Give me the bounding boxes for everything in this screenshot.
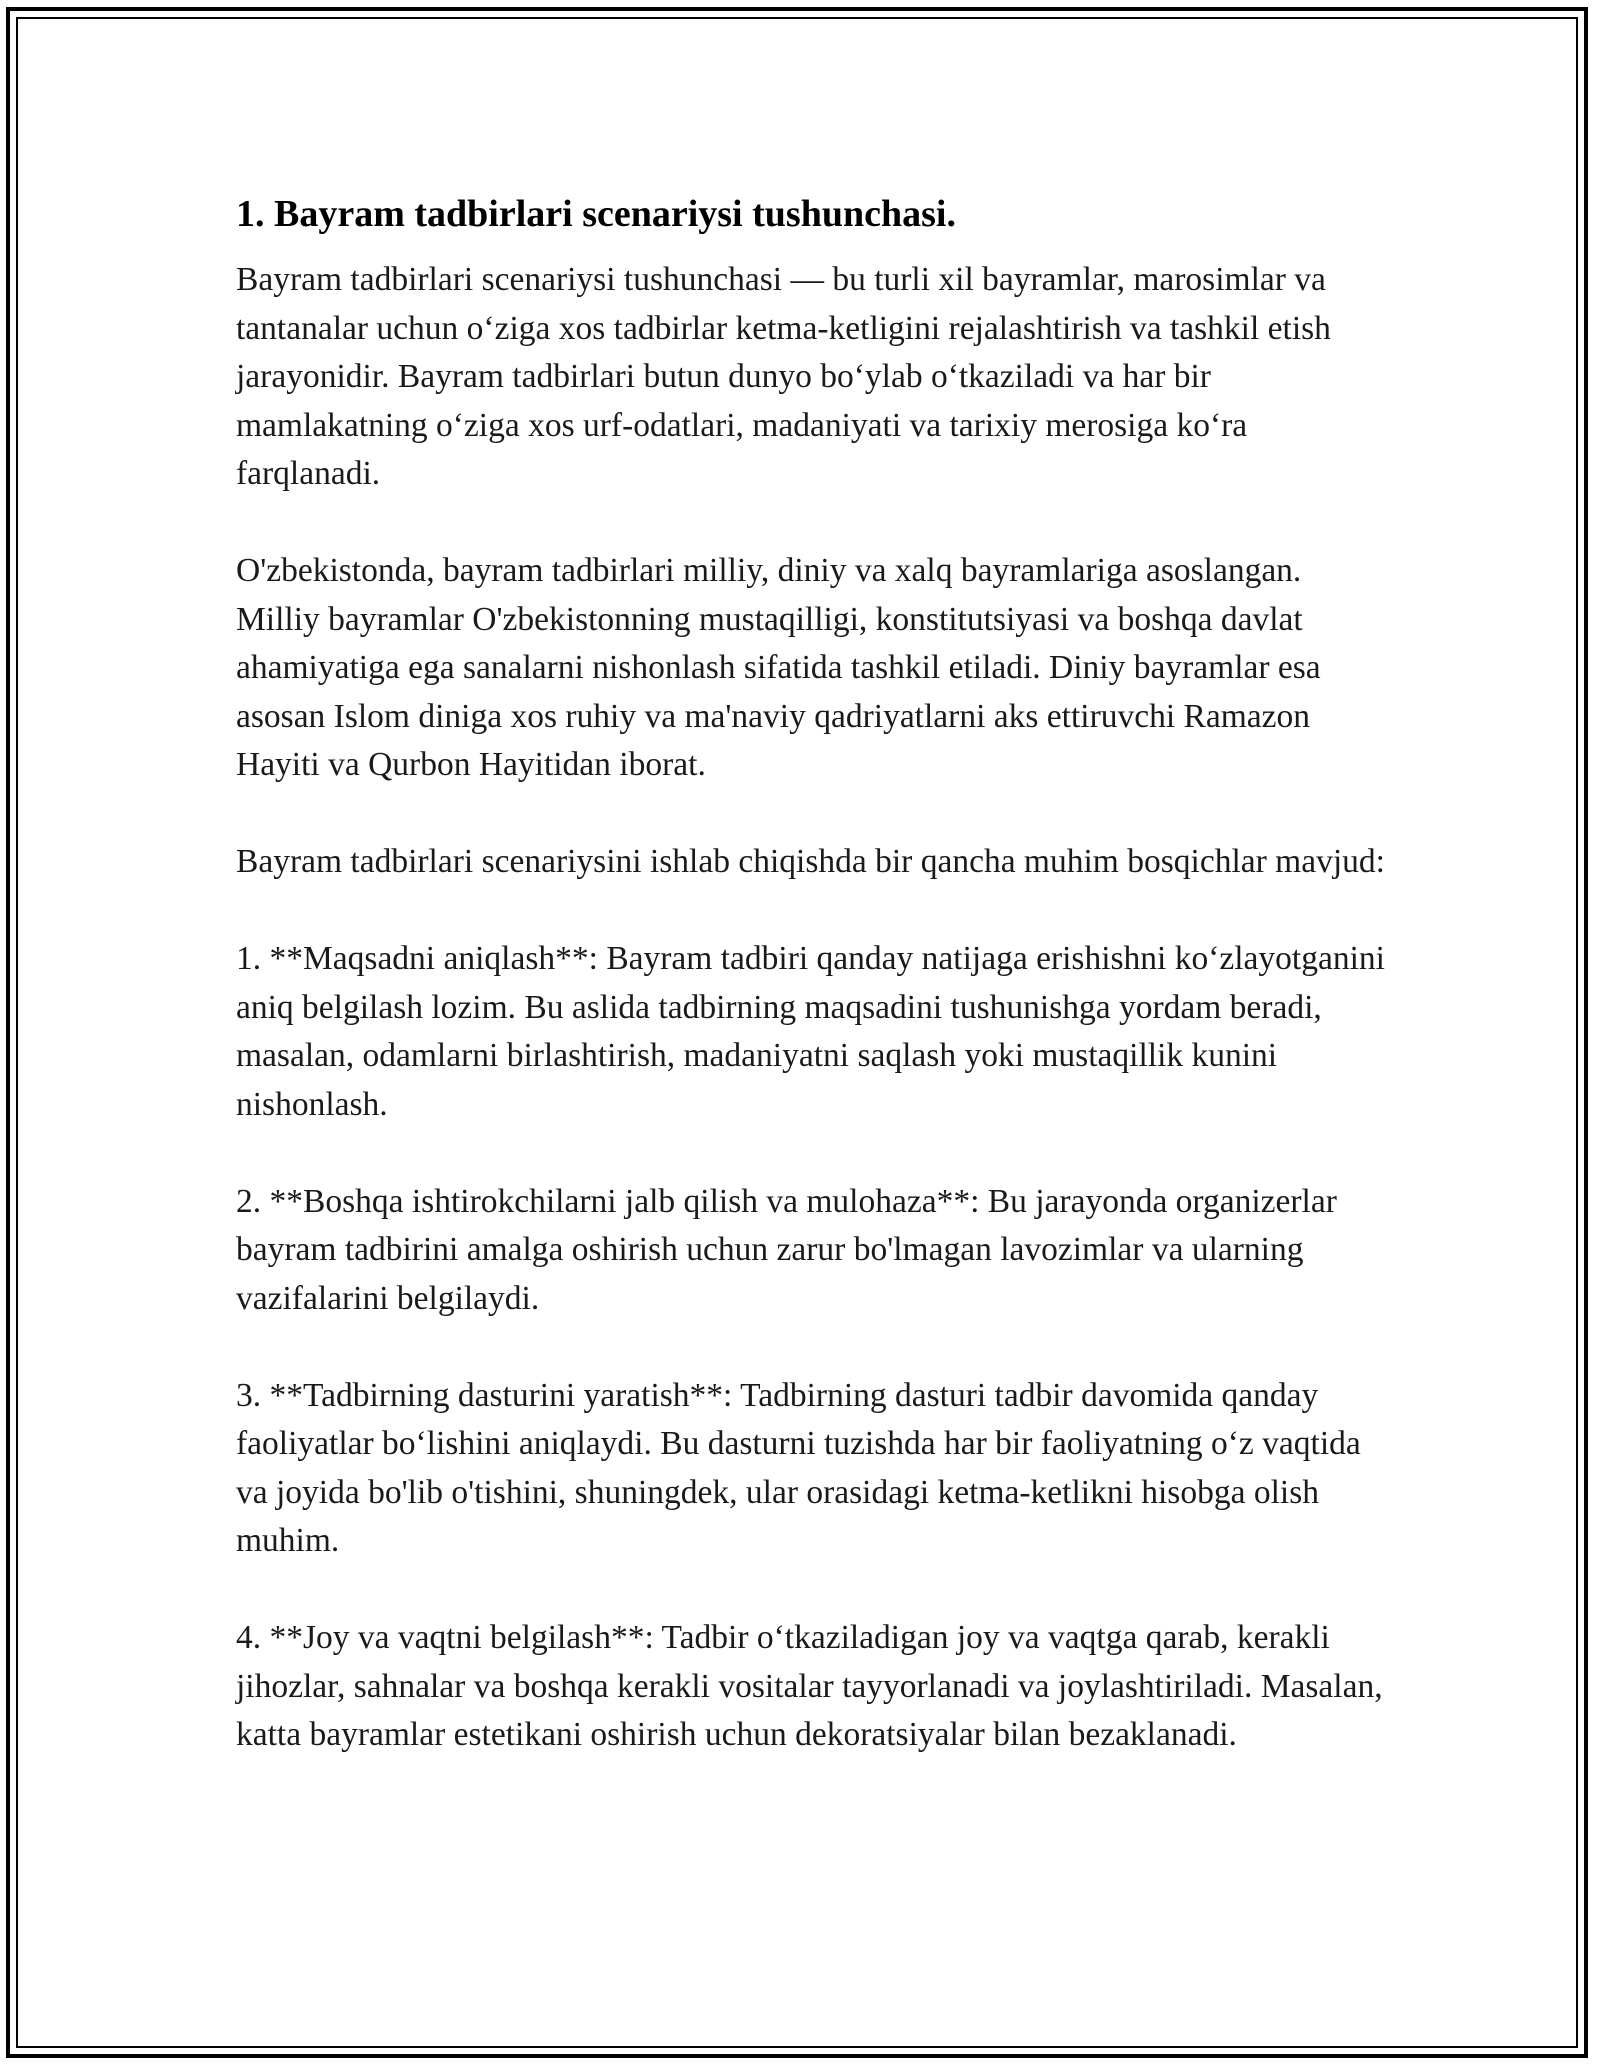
section-heading: 1. Bayram tadbirlari scenariysi tushunchasi. (236, 193, 956, 235)
document-body (236, 188, 1386, 1808)
paragraph-uzbekistan: O'zbekistonda, bayram tadbirlari milliy, diniy va xalq bayramlariga asoslangan. Milliy bayramlar O'zbekistonning mustaqilligi, konstitutsiyasi va boshqa davlat ahamiyatiga ega sanalarni nishonlash sifatida tashkil etiladi. Diniy bayramlar esa asosan Islom diniga xos ruhiy va ma'naviy qadriyatlarni aks ettiruvchi Ramazon Hayiti va Qurbon Hayitidan iborat. (236, 552, 1321, 783)
list-item-step-1: 1. **Maqsadni aniqlash**: Bayram tadbiri qanday natijaga erishishni koʻzlayotganini aniq belgilash lozim. Bu aslida tadbirning maqsadini tushunishga yordam beradi, masalan, odamlarni birlashtirish, madaniyatni saqlash yoki mustaqillik kunini nishonlash. (236, 940, 1385, 1123)
paragraph-stages-intro: Bayram tadbirlari scenariysini ishlab chiqishda bir qancha muhim bosqichlar mavjud: (236, 843, 1385, 880)
list-item-step-4: 4. **Joy va vaqtni belgilash**: Tadbir oʻtkaziladigan joy va vaqtga qarab, kerakli jihozlar, sahnalar va boshqa kerakli vositalar tayyorlanadi va joylashtiriladi. Masalan, katta bayramlar estetikani oshirish uchun dekoratsiyalar bilan bezaklanadi. (236, 1619, 1383, 1753)
list-item-step-3: 3. **Tadbirning dasturini yaratish**: Tadbirning dasturi tadbir davomida qanday faoliyatlar boʻlishini aniqlaydi. Bu dasturni tuzishda har bir faoliyatning oʻz vaqtida va joyida bo'lib o'tishini, shuningdek, ular orasidagi ketma-ketlikni hisobga olish muhim. (236, 1376, 1361, 1559)
list-item-step-2: 2. **Boshqa ishtirokchilarni jalb qilish va mulohaza**: Bu jarayonda organizerlar bayram tadbirini amalga oshirish uchun zarur bo'lmagan lavozimlar va ularning vazifalarini belgilaydi. (236, 1182, 1337, 1317)
paragraph-intro: Bayram tadbirlari scenariysi tushunchasi — bu turli xil bayramlar, marosimlar va tantanalar uchun oʻziga xos tadbirlar ketma-ketligini rejalashtirish va tashkil etish jarayonidir. Bayram tadbirlari butun dunyo boʻylab oʻtkaziladi va har bir mamlakatning oʻziga xos urf-odatlari, madaniyati va tarixiy merosiga koʻra farqlanadi. (236, 261, 1331, 492)
